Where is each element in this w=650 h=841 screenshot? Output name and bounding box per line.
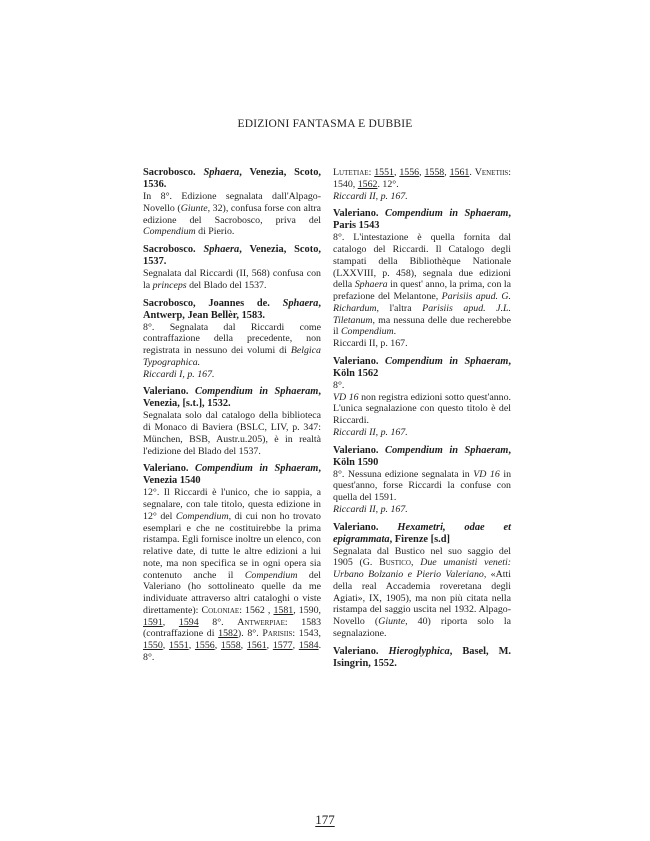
- heading-text: , Antwerp, Jean Bellèr, 1583.: [143, 297, 321, 321]
- text: ,: [162, 640, 169, 651]
- heading-text: Valeriano.: [333, 355, 386, 367]
- text: : 1543,: [292, 628, 321, 640]
- underlined-year: 1577: [272, 640, 293, 651]
- italic-text: VD 16: [333, 391, 359, 403]
- entry-body: [333, 167, 511, 191]
- underlined-year: 1550: [143, 640, 163, 651]
- text: ,: [162, 616, 179, 628]
- text: in quest' anno, la prima, con la prefazione del Melantone,: [333, 279, 511, 302]
- small-caps-text: Antwerpiae: [237, 616, 285, 628]
- text: del Valeriano (ho sottolineato quelle da me individuate attraverso altri cataloghi o viste direttamente):: [143, 569, 321, 616]
- italic-text: Compendium: [143, 226, 196, 238]
- entry-body: [143, 322, 321, 369]
- underlined-year: 1551: [374, 167, 394, 178]
- heading-text: Valeriano.: [333, 645, 389, 657]
- italic-text: Riccardi II, p. 167.: [333, 503, 408, 515]
- text: . 12°.: [377, 178, 399, 190]
- entry-heading: [333, 208, 511, 232]
- text: in quest'anno, forse Riccardi la confuse con quella del 1591.: [333, 468, 512, 503]
- text: Segnalata dal Bustico nel suo saggio del 1905 (G.: [333, 545, 511, 569]
- text: , l'altra: [376, 302, 423, 314]
- text: ). 8°.: [237, 628, 263, 640]
- underlined-year: 1581: [273, 604, 294, 616]
- text: ,: [419, 167, 425, 178]
- page-number: 177: [315, 812, 335, 827]
- entry-body: [333, 427, 511, 439]
- heading-text: , Venezia, [s.t.], 1532.: [143, 386, 321, 410]
- italic-text: Compendium: [244, 569, 298, 581]
- small-caps-text: Parisiis: [262, 628, 293, 640]
- italic-text: Riccardi I, p. 167.: [143, 368, 215, 380]
- small-caps-text: Lutetiae: [333, 167, 369, 178]
- text: , 32), confusa forse con altra edizione del Sacrobosco, priva del: [143, 202, 321, 226]
- work-title: Compendium in Sphaeram: [195, 463, 319, 475]
- text: non registra edizioni sotto quest'anno. L'unica segnalazione con questo titolo è del Riccardi.: [333, 391, 511, 426]
- entry-body: [333, 191, 511, 203]
- entry-body: [143, 487, 321, 663]
- entry-body: [143, 191, 321, 238]
- bibliography-entry: [143, 167, 321, 238]
- right-column: [333, 167, 511, 676]
- italic-text: princeps: [152, 279, 187, 291]
- heading-text: Sacrobosco.: [143, 167, 204, 178]
- text: del Blado del 1537.: [186, 279, 267, 291]
- heading-text: Valeriano.: [143, 386, 196, 398]
- underlined-year: 1556: [399, 167, 420, 178]
- text: Segnalata solo dal catalogo della biblioteca di Monaco di Baviera (BSLC, LIV, p. 347: München, BSB, Austr.u.205), è in realtà l'edizione del Blado del 1537.: [143, 410, 321, 457]
- heading-text: , Venezia, Scoto, 1536.: [143, 167, 321, 190]
- text: :: [368, 167, 375, 178]
- text: .: [393, 326, 397, 338]
- text: 8°. L'intestazione è quella fornita dal catalogo del Riccardi. Il Catalogo degli stampati della Bibliothèque Nationale (LXXVIII, p. 458), segnala due edizioni della: [333, 232, 511, 291]
- text: 8°.: [198, 616, 238, 628]
- text: ,: [292, 640, 299, 651]
- italic-text: Parisiis apud. J.L. Tiletanum: [333, 302, 511, 326]
- text: . 8°.: [143, 640, 322, 663]
- bibliography-entry: [333, 522, 511, 640]
- entry-body: [143, 268, 321, 292]
- page-number-container: [0, 812, 650, 828]
- entry-body: [333, 392, 511, 427]
- entry-body: [333, 546, 511, 640]
- work-title: Sphaera: [203, 244, 240, 255]
- entry-heading: [333, 356, 511, 380]
- heading-text: Sacrobosco.: [143, 244, 204, 255]
- text: 12°. Il Riccardi è l'unico, che io sappia, a segnalare, con tale titolo, questa edizione in 12° del: [143, 487, 321, 522]
- text: di Pierio.: [195, 226, 235, 238]
- heading-text: Sacrobosco, Joannes de.: [143, 297, 283, 309]
- small-caps-text: Venetiis: [474, 167, 509, 178]
- entry-heading: [143, 167, 321, 191]
- entry-heading: [333, 646, 511, 670]
- italic-text: Sphaera: [354, 279, 388, 291]
- bibliography-entry: [333, 356, 511, 439]
- work-title: Sphaera: [203, 167, 240, 178]
- text: .: [469, 167, 475, 178]
- text: 8°. Segnalata dal Riccardi come contraffazione della precedente, non registrata in nessuno dei volumi di: [143, 321, 321, 356]
- text: ,: [410, 557, 421, 569]
- heading-text: Valeriano.: [333, 444, 386, 456]
- heading-text: , Köln 1562: [333, 355, 511, 379]
- work-title: Compendium in Sphaeram: [195, 386, 319, 398]
- heading-text: Valeriano.: [143, 463, 196, 475]
- bibliography-entry: [143, 386, 321, 457]
- work-title: Hexametri, odae et epigrammata: [333, 521, 511, 545]
- entry-body: [333, 380, 511, 392]
- underlined-year: 1558: [424, 167, 445, 178]
- text: ,: [214, 640, 221, 651]
- text: 8°. Nessuna edizione segnalata in: [333, 468, 474, 480]
- left-column: [143, 167, 321, 670]
- entry-body: [333, 504, 511, 516]
- italic-text: Belgica Typographica.: [143, 345, 321, 368]
- underlined-year: 1556: [194, 640, 215, 651]
- text: In 8°. Edizione segnalata dall'Alpago-Novello (: [143, 191, 321, 214]
- entry-heading: [333, 445, 511, 469]
- italic-text: Giunte: [378, 616, 406, 627]
- text: Riccardi II, p. 167.: [333, 338, 408, 349]
- small-caps-text: Coloniae: [201, 604, 240, 616]
- heading-text: , Paris 1543: [333, 208, 511, 232]
- italic-text: Riccardi II, p. 167.: [333, 190, 408, 202]
- entry-body: [143, 410, 321, 457]
- entry-heading: [333, 522, 511, 546]
- underlined-year: 1561: [246, 640, 267, 651]
- text: : 1562 ,: [239, 604, 274, 616]
- bibliography-entry: [143, 463, 321, 663]
- text: ,: [444, 167, 450, 178]
- italic-text: Compendium: [340, 326, 394, 338]
- underlined-year: 1594: [178, 616, 199, 628]
- underlined-year: 1551: [168, 640, 189, 651]
- text: ,: [266, 640, 273, 651]
- text: ,: [393, 167, 400, 178]
- text: ,: [188, 640, 195, 651]
- entry-heading: [143, 244, 321, 268]
- heading-text: , Basel, M. Isingrin, 1552.: [333, 645, 512, 669]
- heading-text: Valeriano.: [333, 521, 398, 533]
- heading-text: , Venezia 1540: [143, 463, 321, 487]
- underlined-year: 1584: [298, 640, 319, 651]
- italic-text: VD 16: [473, 468, 500, 480]
- underlined-year: 1562: [357, 178, 378, 190]
- text: , ma nessuna delle due recherebbe il: [333, 314, 511, 338]
- bibliography-entry: [333, 646, 511, 670]
- text: , 40) riporta solo la segnalazione.: [333, 616, 511, 639]
- text: : 1540,: [333, 167, 512, 190]
- entry-heading: [143, 463, 321, 487]
- underlined-year: 1591: [143, 616, 163, 628]
- heading-text: , Venezia, Scoto, 1537.: [143, 244, 321, 267]
- work-title: Compendium in Sphaeram: [385, 444, 509, 456]
- bibliography-entry: [333, 208, 511, 350]
- underlined-year: 1558: [220, 640, 241, 651]
- italic-text: Compendium: [175, 510, 229, 522]
- text: Segnalata dal Riccardi (II, 568) confusa con la: [143, 268, 321, 291]
- running-head: EDIZIONI FANTASMA E DUBBIE: [237, 118, 413, 130]
- text: ,: [240, 640, 247, 651]
- bibliography-entry: [143, 298, 321, 381]
- heading-text: , Köln 1590: [333, 444, 511, 468]
- heading-text: , Firenze [s.d]: [389, 533, 450, 545]
- work-title: Compendium in Sphaeram: [385, 355, 509, 367]
- small-caps-text: Bustico: [379, 557, 411, 569]
- italic-text: Giunte: [180, 202, 208, 214]
- entry-body: [143, 369, 321, 381]
- work-title: Compendium in Sphaeram: [385, 208, 509, 220]
- text: , «Atti della real Accademia roveretana degli Agiati», IX, 1905), ma non più citata nella ristampa del saggio uscita nel 1932. Alpago-Novello (: [333, 569, 511, 627]
- italic-text: Due umanisti veneti: Urbano Bolzanio e Pierio Valeriano: [333, 557, 511, 580]
- text: 8°.: [333, 379, 345, 391]
- entry-body: [333, 469, 511, 504]
- bibliography-entry: [143, 244, 321, 292]
- work-title: Hieroglyphica: [388, 645, 450, 657]
- italic-text: Riccardi II, p. 167.: [333, 426, 408, 438]
- text: , 1590,: [293, 604, 321, 616]
- work-title: Sphaera: [282, 297, 319, 309]
- text: , di cui non ho trovato esemplari e che ne costituirebbe la prima ristampa. Egli fornisce inoltre un elenco, con relative date, di tutte le altre edizioni a lui note, ma non specifica se in ogni opera sia contenuto anche il: [143, 510, 321, 581]
- entry-heading: [143, 298, 321, 322]
- italic-text: Parisiis apud. G. Richardum: [333, 291, 511, 314]
- text: : 1583 (contraffazione di: [143, 616, 322, 640]
- heading-text: Valeriano.: [333, 208, 386, 220]
- bibliography-entry: [333, 167, 511, 202]
- entry-body: [333, 338, 511, 350]
- entry-heading: [143, 386, 321, 410]
- underlined-year: 1582: [218, 628, 238, 640]
- underlined-year: 1561: [449, 167, 470, 178]
- bibliography-entry: [333, 445, 511, 516]
- entry-body: [333, 232, 511, 338]
